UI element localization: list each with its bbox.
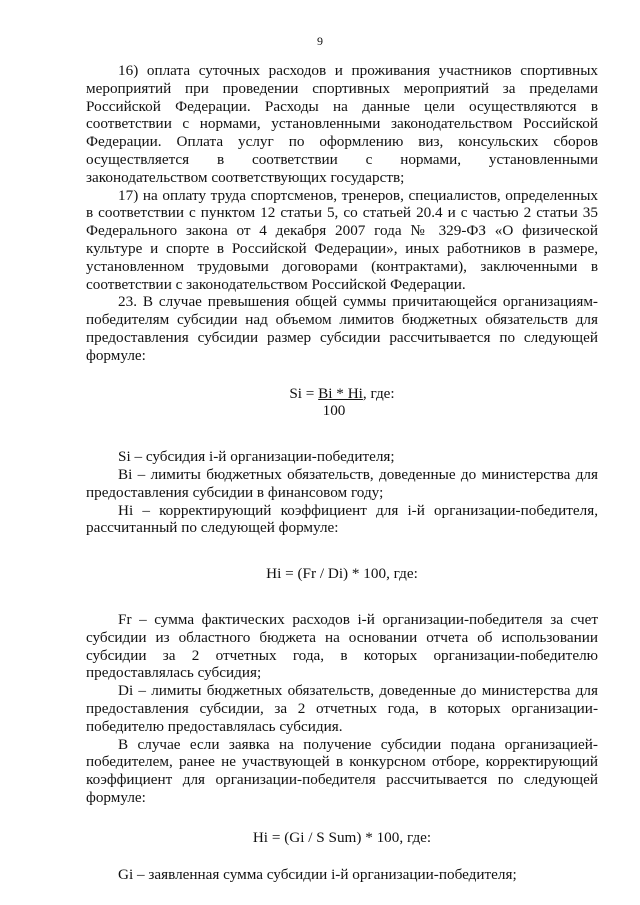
paragraph-clause-23: 23. В случае превышения общей суммы причитающейся организациям-победителям субсидии над объемом лимитов бюджетных обязательств для предоставления субсидии размер субсидии рассчитывается по следующей формуле: — [86, 293, 598, 364]
definition-si: Si – субсидия i-й организации-победителя; — [118, 448, 395, 466]
definition-di: Di – лимиты бюджетных обязательств, доведенные до министерства для предоставления субсидии, за 2 отчетных года, в которых организации-победителю предоставлялась субсидия. — [86, 682, 598, 735]
definition-gi: Gi – заявленная сумма субсидии i-й организации-победителя; — [118, 866, 517, 884]
document-body — [86, 62, 598, 884]
formula-si-lhs: Si = — [289, 384, 319, 402]
formula-hi-new: Hi = (Gi / S Sum) * 100, где: — [252, 828, 432, 846]
formula-si-denominator: 100 — [322, 402, 346, 420]
paragraph-item-17: 17) на оплату труда спортсменов, тренеров, специалистов, определенных в соответствии с пунктом 12 статьи 5, со статьей 20.4 и с частью 2 статьи 35 Федерального закона от 4 декабря 2007 года № 329-ФЗ «О физической культуре и спорте в Российской Федерации», иных работников в размере, установленном трудовыми договорами (контрактами), заключенными в соответствии с законодательством Российской Федерации. — [86, 186, 598, 293]
formula-si-numerator: Bi * Hi — [318, 384, 363, 402]
definition-hi: Hi – корректирующий коэффициент для i-й организации-победителя, рассчитанный по следующей формуле: — [86, 501, 598, 537]
paragraph-item-16: 16) оплата суточных расходов и проживания участников спортивных мероприятий при проведении спортивных мероприятий за пределами Российской Федерации. Расходы на данные цели осуществляются в соответствии с нормами, установленными законодательством Российской Федерации. Оплата услуг по оформлению виз, консульских сборов осуществляется в соответствии с нормами, установленными законодательством соответствующих государств; — [86, 62, 598, 186]
formula-si-suffix: , где: — [362, 384, 395, 402]
definition-fr: Fr – сумма фактических расходов i-й организации-победителя за счет субсидии из областного бюджета на основании отчета об использовании субсидии за 2 отчетных года, в которых организации-победителю предоставлялась субсидия; — [86, 610, 598, 682]
formula-si — [86, 385, 598, 421]
definition-bi: Bi – лимиты бюджетных обязательств, доведенные до министерства для предоставления субсидии в финансовом году; — [86, 465, 598, 501]
formula-hi-reported: Hi = (Fr / Di) * 100, где: — [266, 565, 418, 583]
paragraph-new-organization: В случае если заявка на получение субсидии подана организацией-победителем, ранее не участвующей в конкурсном отборе, корректирующий коэффициент для организации-победителя рассчитывается по следующей формуле: — [86, 735, 598, 806]
page-number: 9 — [317, 34, 323, 48]
